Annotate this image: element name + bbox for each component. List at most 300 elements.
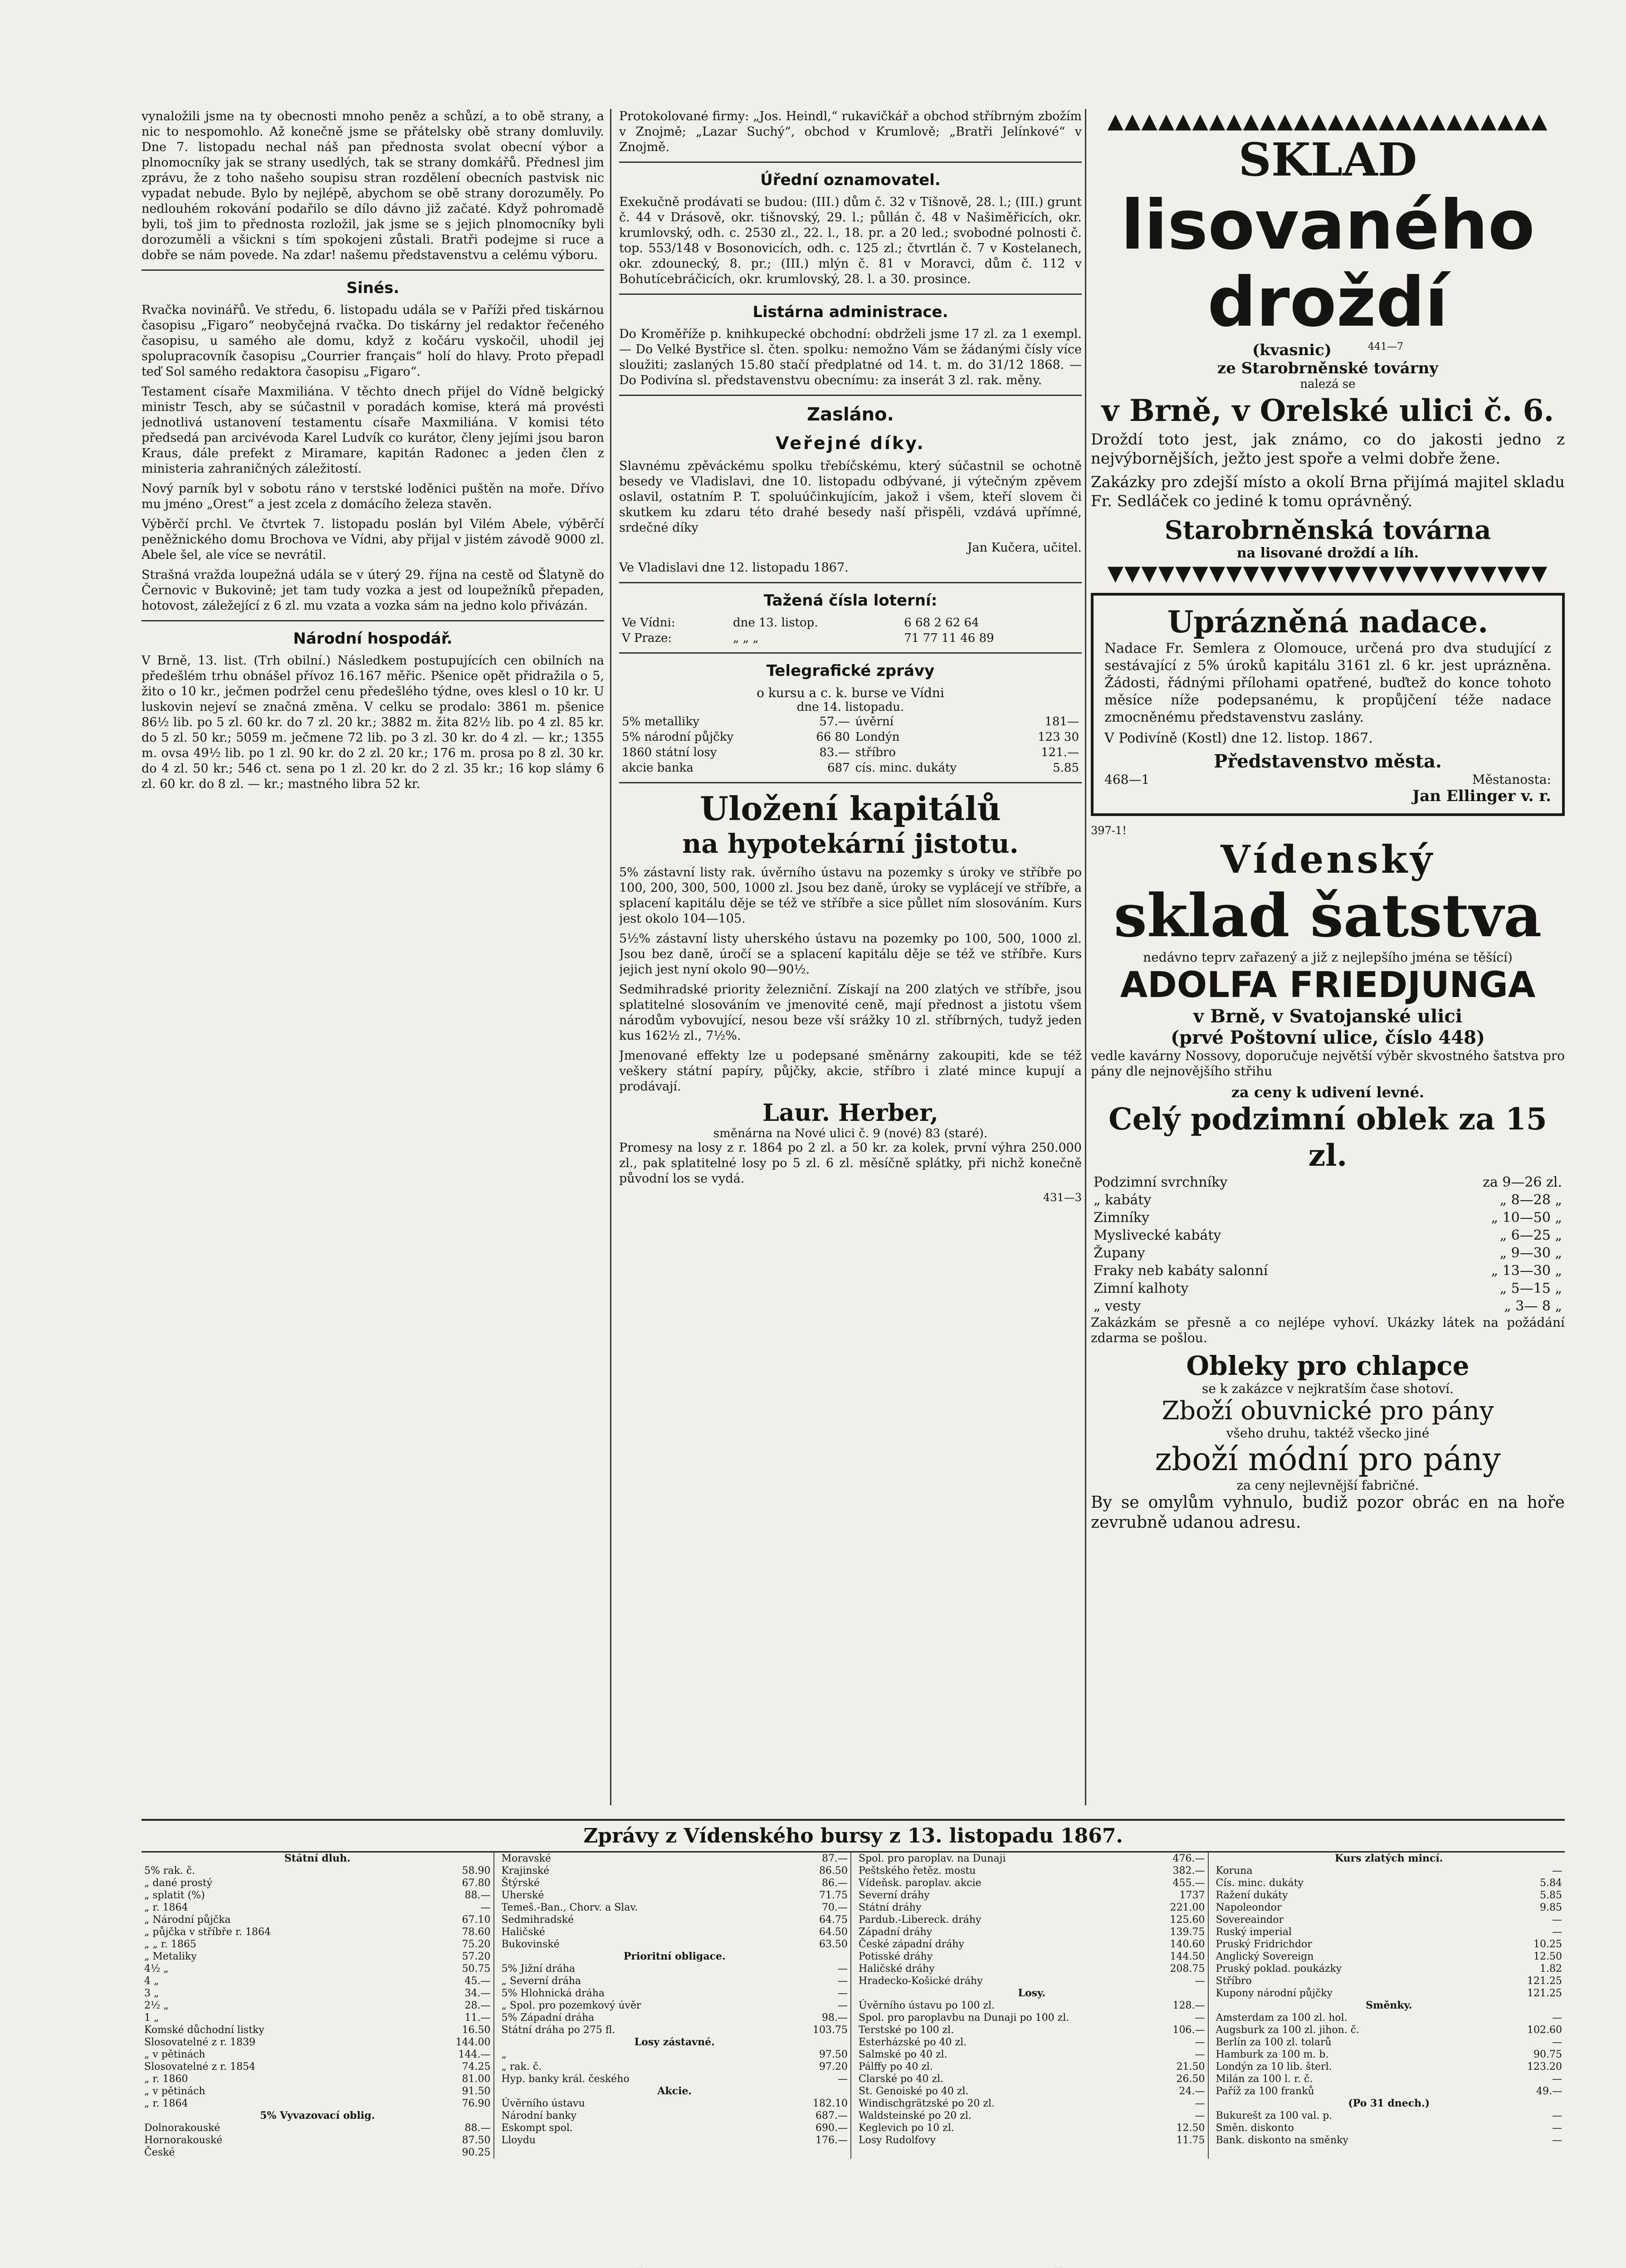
bourse-row <box>859 1950 1205 1963</box>
bourse-row <box>859 2073 1205 2085</box>
bourse-label: Slosovatelné z r. 1839 <box>144 2037 256 2048</box>
bourse-row <box>502 1975 848 1987</box>
pozor-text: By se omylům vyhnulo, budiž pozor obrác en na hoře zevrubně udanou adresu. <box>1091 1493 1565 1532</box>
bourse-value: 123.20 <box>1527 2061 1562 2072</box>
bourse-value: 63.50 <box>819 1939 848 1950</box>
bourse-row <box>144 2134 491 2146</box>
firm-prices: za ceny k udivení levné. <box>1231 1084 1425 1101</box>
bourse-label: Slosovatelné z r. 1854 <box>144 2061 256 2072</box>
bourse-value: 34.— <box>464 1988 491 1999</box>
news-item: Rvačka novinářů. Ve středu, 6. listopadu udála se v Paříži před tiskárnou časopisu „Figaro“ neobyčejná rvačka. Do tiskárny jel redaktor řečeného časopisu, u samého ale domu, když z kočáru vyskočil, uhodil jej spolupracovník časopisu „Courrier français“ holí do hlavy. Proto přepadl teď Sol samého redaktora časopisu „Figaro“. <box>142 303 604 379</box>
bourse-label: Severní dráhy <box>859 1890 930 1901</box>
bourse-label: 5% Západní dráha <box>501 2012 595 2024</box>
bourse-row <box>502 2134 848 2146</box>
bourse-row <box>1216 1938 1563 1950</box>
capital-ad-subtitle: na hypotekární jistotu. <box>682 828 1019 859</box>
cell: 5% metalliky <box>622 715 699 728</box>
bourse-label: 5% Jižní dráha <box>501 1963 576 1975</box>
bourse-label: (Po 31 dnech.) <box>1348 2097 1430 2109</box>
capital-ad-text: 5½% zástavní listy uherského ústavu na pozemky po 100, 500, 1000 zl. Jsou bez daně, úročí se a splacení kapitálu děje se též ve stříbře. Kurs jejich jest nyní okolo 90—90½. <box>619 932 1082 977</box>
bourse-row <box>502 2073 848 2085</box>
zaslano-date: Ve Vladislavi dne 12. listopadu 1867. <box>619 561 849 575</box>
price-row <box>1091 1191 1565 1209</box>
bourse-value: 128.— <box>1172 2000 1205 2011</box>
bourse-value: 64.50 <box>819 1926 848 1938</box>
bourse-label: Státní dráhy <box>859 1902 922 1913</box>
bourse-label: České západní dráhy <box>859 1939 964 1950</box>
bourse-value: 102.60 <box>1527 2024 1562 2036</box>
price-row <box>1091 1173 1565 1191</box>
bourse-label: Krajinské <box>501 1865 550 1877</box>
telegraph-table <box>619 714 1082 776</box>
bourse-value: 21.50 <box>1176 2061 1205 2072</box>
nalezi-label: nalezá se <box>1300 377 1356 391</box>
price: „ 9—30 „ <box>1499 1245 1562 1261</box>
bourse-value: 455.— <box>1172 1877 1205 1889</box>
bourse-row <box>1216 2134 1563 2146</box>
bourse-list <box>1216 1865 1563 2146</box>
bourse-row <box>502 1950 848 1963</box>
bourse-value: 98.— <box>822 2012 848 2024</box>
bourse-value: 121.25 <box>1527 1975 1562 1987</box>
bourse-value: 88.— <box>464 1890 491 1901</box>
bourse-row <box>502 1914 848 1926</box>
bourse-label: Pruský Fridrichdor <box>1216 1939 1312 1950</box>
nadace-box <box>1091 593 1565 816</box>
factory-label: ze Starobrněnské továrny <box>1217 359 1439 377</box>
bourse-list <box>144 1865 491 2159</box>
bourse-row <box>1216 2012 1563 2024</box>
bourse-label: 4½ „ <box>144 1963 169 1975</box>
bourse-value: 78.60 <box>462 1926 491 1938</box>
bourse-value: 90.25 <box>462 2147 491 2158</box>
bourse-value: — <box>1552 2135 1562 2146</box>
bourse-row <box>502 1877 848 1889</box>
price-list <box>1091 1173 1565 1315</box>
divider <box>142 269 604 271</box>
bourse-row <box>859 1889 1205 1901</box>
cell: 57.— <box>819 715 850 728</box>
capital-ad-signature: Laur. Herber, <box>762 1099 938 1127</box>
bourse-label: „ půjčka v stříbře r. 1864 <box>144 1926 271 1938</box>
bourse-row <box>502 1987 848 1999</box>
bourse-value: 690.— <box>815 2122 848 2134</box>
bourse-value: 11.— <box>464 2012 491 2024</box>
bourse-label: Státní dráha po 275 fl. <box>501 2024 615 2036</box>
capital-ad-text: Sedmihradské priority železniční. Získají na 200 zlatých ve stříbře, jsou splatitelné slosováním ve jmenovité ceně, mají přednost a jistotu všem národům vybovující, nesou beze vší srážky 10 zl. stříbrných, tudyž jeden kus 162½ zl., 7½%. <box>619 982 1082 1043</box>
bourse-label: „ r. 1864 <box>144 1902 188 1913</box>
bourse-row <box>502 2110 848 2122</box>
kvasnic-label: (kvasnic) <box>1252 341 1332 359</box>
bourse-label: Koruna <box>1216 1865 1253 1877</box>
bourse-value: 28.— <box>464 2000 491 2011</box>
nadace-code: 468—1 <box>1104 772 1150 787</box>
bourse-label: Temeš.-Ban., Chorv. a Slav. <box>501 1902 638 1913</box>
nadace-title: Uprázněná nadace. <box>1167 604 1489 640</box>
bourse-label: Akcie. <box>657 2085 692 2097</box>
bourse-value: 103.75 <box>813 2024 848 2036</box>
bourse-label: Úvěrního ústavu po 100 zl. <box>859 2000 995 2011</box>
lottery-numbers: 6 68 2 62 64 <box>904 616 979 630</box>
cell: 66 80 <box>816 730 850 744</box>
bourse-value: 140.60 <box>1170 1939 1205 1950</box>
zaslano-subheading: Veřejné díky. <box>776 433 925 453</box>
bourse-row <box>1216 2122 1563 2134</box>
bourse-row <box>144 1901 491 1914</box>
lottery-date: dne 13. listop. <box>732 616 818 630</box>
bourse-row <box>502 2024 848 2036</box>
bourse-value: 10.25 <box>1533 1939 1562 1950</box>
bourse-column <box>499 1853 852 2159</box>
news-item: Nový parník byl v sobotu ráno v terstské loděnici puštěn na moře. Dřívo mu jméno „Orest“ a jest zcela z domácího železa stavěn. <box>142 482 604 511</box>
bourse-row <box>859 1865 1205 1877</box>
price: „ 6—25 „ <box>1499 1227 1562 1243</box>
price: „ 8—28 „ <box>1499 1192 1562 1208</box>
bourse-label: Ražení dukáty <box>1216 1890 1288 1901</box>
bourse-row <box>859 1975 1205 1987</box>
bourse-value: 97.20 <box>819 2061 848 2072</box>
bourse-row <box>502 1938 848 1950</box>
bourse-row <box>144 2012 491 2024</box>
firm-place: v Brně, v Svatojanské ulici <box>1193 1006 1462 1027</box>
bourse-label: Pardub.-Libereck. dráhy <box>859 1914 981 1926</box>
bourse-value: — <box>838 1963 848 1975</box>
item: Fraky neb kabáty salonní <box>1094 1263 1268 1279</box>
bourse-label: 2½ „ <box>144 2000 169 2011</box>
price: za 9—26 zl. <box>1483 1174 1562 1190</box>
lottery-table <box>619 615 1082 646</box>
bourse-row <box>1216 1950 1563 1963</box>
column-rule <box>610 109 611 1805</box>
news-item: Výběrčí prchl. Ve čtvrtek 7. listopadu poslán byl Vilém Abele, výběrčí peněžnického domu Brochova ve Vídni, aby přijal v jistém závodě 9000 zl. Abele šel, ale více se nevrátil. <box>142 517 604 562</box>
bourse-label: „ <box>501 2049 507 2060</box>
bourse-label: Esterházské po 40 zl. <box>859 2037 967 2048</box>
bourse-row <box>1216 1999 1563 2012</box>
bourse-value: 49.— <box>1536 2086 1562 2097</box>
bourse-row <box>1216 1889 1563 1901</box>
bourse-value: 5.84 <box>1540 1877 1562 1889</box>
oblek-title: Celý podzimní oblek za 15 zl. <box>1108 1101 1547 1173</box>
bourse-row <box>1216 1975 1563 1987</box>
bourse-value: 121.25 <box>1527 1988 1562 1999</box>
bourse-value: 91.50 <box>462 2086 491 2097</box>
bourse-label: „ Národní půjčka <box>144 1914 231 1926</box>
bourse-label: 5% rak. č. <box>144 1865 195 1877</box>
bourse-value: — <box>1552 1914 1562 1926</box>
zbozi-title: Zboží obuvnické pro pány <box>1162 1396 1494 1426</box>
price-row <box>1091 1297 1565 1315</box>
ornament-row: ▼▼▼▼▼▼▼▼▼▼▼▼▼▼▼▼▼▼▼▼▼▼▼▼▼▼ <box>1107 561 1548 585</box>
bourse-row <box>859 1853 1205 1865</box>
telegraph-heading: Telegrafické zprávy <box>766 662 935 680</box>
bourse-row <box>859 1914 1205 1926</box>
bourse-label: Losy Rudolfovy <box>859 2135 936 2146</box>
bourse-label: Moravské <box>501 1853 551 1864</box>
bourse-row <box>144 1975 491 1987</box>
bourse-label: Stříbro <box>1216 1975 1252 1987</box>
lottery-place: V Praze: <box>622 631 672 645</box>
lottery-place: Ve Vídni: <box>622 616 675 630</box>
capital-ad-title: Uložení kapitálů <box>700 789 1001 828</box>
bourse-label: „ r. 1860 <box>144 2073 188 2085</box>
bourse-row <box>1216 2097 1563 2110</box>
zakazkam-text: Zakázkám se přesně a co nejlépe vyhoví. Ukázky látek na požádání zdarma se pošlou. <box>1091 1315 1565 1345</box>
bourse-list <box>502 1853 848 2146</box>
bourse-label: Sovereaindor <box>1216 1914 1284 1926</box>
item: Župany <box>1094 1245 1145 1261</box>
bourse-row <box>859 2061 1205 2073</box>
firm-text: vedle kavárny Nossovy, doporučuje největší výběr skvostného šatstva pro pány dle nejnovějšího střihu <box>1091 1048 1565 1079</box>
bourse-value: 87.50 <box>462 2135 491 2146</box>
firm-name: ADOLFA FRIEDJUNGA <box>1120 965 1536 1006</box>
bourse-label: Štýrské <box>501 1877 540 1889</box>
economy-heading: Národní hospodář. <box>293 630 453 648</box>
bourse-column <box>1213 1853 1565 2159</box>
bourse-row <box>859 1963 1205 1975</box>
bourse-value: — <box>1552 2012 1562 2024</box>
telegraph-row <box>619 714 1082 729</box>
bourse-label: Losy. <box>1018 1987 1045 1999</box>
bourse-label: Berlín za 100 zl. tolarů <box>1216 2037 1332 2048</box>
bourse-row <box>1216 1987 1563 1999</box>
bourse-value: 24.— <box>1179 2086 1205 2097</box>
sklad-heading: SKLAD <box>1238 133 1417 186</box>
bourse-value: — <box>1552 2110 1562 2121</box>
news-item: Strašná vražda loupežná udála se v úterý 29. října na cestě od Šlatyně do Černovic v Bukovině; jet tam tudy vozka a jest od loupežníků přepaden, hotovost, záležející z 6 zl. mu vzata a vozka sám na jedno kolo přivázán. <box>142 568 604 613</box>
bourse-row <box>859 2048 1205 2061</box>
listarna-notice: Do Kroměříže p. knihkupecké obchodní: obdrželi jsme 17 zl. za 1 exempl. — Do Velké Bystřice sl. čten. spolku: nemožno Vám se žádanými čísly více sloužiti; zaslaných 15.80 stačí předplatné od 14. t. m. do 31/12 1868. — Do Podivína sl. představenstvu obecnímu: za inserát 3 zl. rak. měny. <box>619 327 1082 387</box>
bourse-row <box>502 1865 848 1877</box>
bourse-value: 97.50 <box>819 2049 848 2060</box>
official-notice: Exekučně prodávati se budou: (III.) dům č. 32 v Tišnově, 28. l.; (III.) grunt č. 44 v Drásově, okr. tišnovský, 29. l.; půllán č. 48 v Našiměřicích, okr. krumlovský, odh. c. 2530 zl., 22. l., 18. pr. a 20 led.; svobodné polnosti č. top. 553/148 v Bosonovicích, odh. c. 125 zl.; čtvrtlán č. 7 v Kostelanech, okr. zdounecký, 8. pr.; (III.) mlýn č. 81 v Moravci, dům č. 112 v Bohutícebráčicích, okr. krumlovský, 28. l. a 30. prosince. <box>619 195 1082 286</box>
bourse-row <box>859 2085 1205 2097</box>
bourse-value: — <box>1552 2037 1562 2048</box>
divider <box>619 782 1082 783</box>
bourse-value: 11.75 <box>1176 2135 1205 2146</box>
bourse-label: Hamburk za 100 m. b. <box>1216 2049 1329 2060</box>
bourse-value: 70.— <box>822 1902 848 1913</box>
telegraph-row <box>619 729 1082 745</box>
bourse-value: — <box>838 1975 848 1987</box>
bourse-row <box>1216 2073 1563 2085</box>
bourse-value: — <box>480 1902 491 1913</box>
price: „ 13—30 „ <box>1491 1263 1562 1279</box>
bourse-row <box>1216 2024 1563 2036</box>
bourse-label: Waldsteinské po 20 zl. <box>859 2110 972 2121</box>
bourse-label: Cís. minc. dukáty <box>1216 1877 1304 1889</box>
bourse-row <box>1216 1963 1563 1975</box>
bourse-label: 5% Hlohnická dráha <box>501 1988 605 1999</box>
bourse-label: Komské důchodní listky <box>144 2024 264 2036</box>
bourse-label: „ „ r. 1865 <box>144 1939 196 1950</box>
bourse-row <box>144 1999 491 2012</box>
nadace-role: Městanosta: <box>1472 772 1551 787</box>
zbozi-title-2: zboží módní pro pány <box>1155 1441 1501 1478</box>
bourse-value: 208.75 <box>1170 1963 1205 1975</box>
bourse-label: „ v pětinách <box>144 2049 205 2060</box>
bourse-value: — <box>1195 2098 1205 2109</box>
bourse-label: Augsburk za 100 zl. jihon. č. <box>1216 2024 1360 2036</box>
firm-address: (prvé Poštovní ulice, číslo 448) <box>1171 1027 1485 1048</box>
bourse-label: Londýn za 10 lib. šterl. <box>1216 2061 1332 2072</box>
bourse-row <box>502 1889 848 1901</box>
bourse-row <box>1216 1877 1563 1889</box>
bourse-subheading: Státní dluh. <box>284 1853 351 1864</box>
bourse-label: Úvěrního ústavu <box>501 2098 585 2109</box>
cell: 5% národní půjčky <box>622 730 734 744</box>
bourse-value: 12.50 <box>1176 2122 1205 2134</box>
bourse-label: České <box>144 2147 175 2158</box>
bourse-row <box>859 2012 1205 2024</box>
bourse-value: — <box>1195 2037 1205 2048</box>
zaslano-signature: Jan Kučera, učitel. <box>967 541 1082 555</box>
bourse-row <box>859 2110 1205 2122</box>
bourse-label: Terstské po 100 zl. <box>859 2024 954 2036</box>
bourse-value: — <box>1552 1865 1562 1877</box>
bourse-value: 139.75 <box>1170 1926 1205 1938</box>
item: Myslivecké kabáty <box>1094 1227 1221 1243</box>
bourse-value: 75.20 <box>462 1939 491 1950</box>
bourse-label: „ rak. č. <box>501 2061 542 2072</box>
bourse-label: Clarské po 40 zl. <box>859 2073 944 2085</box>
bourse-row <box>1216 2085 1563 2097</box>
bourse-value: 182.10 <box>813 2098 848 2109</box>
bourse-row <box>144 1926 491 1938</box>
bourse-label: „ Metaliky <box>144 1951 197 1962</box>
bourse-row <box>502 2061 848 2073</box>
bourse-label: Haličské <box>501 1926 545 1938</box>
bourse-label: Směn. diskonto <box>1216 2122 1294 2134</box>
bourse-label: Bukurešt za 100 val. p. <box>1216 2110 1333 2121</box>
bourse-value: — <box>838 2000 848 2011</box>
bourse-title: Zprávy z Vídenského bursy z 13. listopadu 1867. <box>142 1819 1565 1853</box>
bourse-row <box>144 2073 491 2085</box>
lottery-row <box>619 615 1082 631</box>
bourse-section <box>142 1819 1565 2268</box>
bourse-row <box>502 1901 848 1914</box>
bourse-label: Hornorakouské <box>144 2135 223 2146</box>
listarna-heading: Listárna administrace. <box>752 303 948 321</box>
bourse-value: 76.90 <box>462 2098 491 2109</box>
bourse-row <box>1216 2036 1563 2048</box>
bourse-value: 106.— <box>1172 2024 1205 2036</box>
zbozi-sub: všeho druhu, taktéž všecko jiné <box>1226 1426 1430 1441</box>
price: „ 3— 8 „ <box>1504 1298 1562 1314</box>
cell: 1860 státní losy <box>622 746 717 759</box>
capital-ad-text: Jmenované effekty lze u podepsané směnárny zakoupiti, kde se též veškery státní papíry, půjčky, akcie, stříbro i zlaté mince kupují a prodávají. <box>619 1049 1082 1094</box>
bourse-label: Spol. pro paroplavbu na Dunaji po 100 zl. <box>859 2012 1069 2024</box>
cell: stříbro <box>855 746 896 759</box>
bourse-list <box>859 1853 1205 2146</box>
bourse-row <box>502 2122 848 2134</box>
bourse-label: Kupony národní půjčky <box>1216 1988 1333 1999</box>
item: „ vesty <box>1094 1298 1141 1314</box>
bourse-value: 382.— <box>1172 1865 1205 1877</box>
bourse-row <box>859 1987 1205 1999</box>
bourse-row <box>502 2036 848 2048</box>
cell: 5.85 <box>1053 761 1079 775</box>
cell: 83.— <box>819 746 850 759</box>
bourse-label: Prioritní obligace. <box>623 1950 726 1962</box>
bourse-row <box>144 2061 491 2073</box>
bourse-row <box>859 2024 1205 2036</box>
bourse-label: Bukovinské <box>501 1939 560 1950</box>
lottery-heading: Tažená čísla loterní: <box>763 591 938 610</box>
bourse-label: Hradecko-Košické dráhy <box>859 1975 983 1987</box>
bourse-value: — <box>838 1988 848 1999</box>
bourse-label: Peštského řetěz. mostu <box>859 1865 976 1877</box>
bourse-row <box>144 2122 491 2134</box>
bourse-label: Napoleondor <box>1216 1902 1282 1913</box>
price-row <box>1091 1280 1565 1297</box>
sklad-text: Droždí toto jest, jak známo, co do jakosti jedno z nejvýbornějších, ježto jest spoře a velmi dobře žene. <box>1091 430 1565 468</box>
bourse-label: Směnky. <box>1366 1999 1412 2011</box>
tovarna-subtitle: na lisované droždí a líh. <box>1236 545 1419 561</box>
bourse-label: 5% Vyvazovací oblig. <box>260 2110 375 2121</box>
bourse-value: 176.— <box>815 2135 848 2146</box>
item: Zimní kalhoty <box>1094 1281 1189 1296</box>
bourse-row <box>502 1963 848 1975</box>
bourse-label: Windischgrätzské po 20 zl. <box>859 2098 995 2109</box>
bourse-label: „ v pětinách <box>144 2086 205 2097</box>
bourse-label: 1 „ <box>144 2012 159 2024</box>
price-row <box>1091 1244 1565 1262</box>
bourse-label: Pálffy po 40 zl. <box>859 2061 933 2072</box>
divider <box>619 293 1082 295</box>
bourse-value: 12.50 <box>1533 1951 1562 1962</box>
bourse-row <box>859 2036 1205 2048</box>
bourse-label: Salmské po 40 zl. <box>859 2049 947 2060</box>
bourse-row <box>502 2012 848 2024</box>
bourse-row <box>1216 2061 1563 2073</box>
bourse-value: 86.— <box>822 1877 848 1889</box>
cell: Londýn <box>855 730 900 744</box>
tovarna-title: Starobrněnská továrna <box>1164 515 1491 545</box>
divider <box>619 652 1082 654</box>
bourse-label: Potisské dráhy <box>859 1951 933 1962</box>
bourse-row <box>144 1865 491 1877</box>
bourse-row <box>859 1926 1205 1938</box>
bourse-label: Milán za 100 l. r. č. <box>1216 2073 1313 2085</box>
item: Zimníky <box>1094 1210 1149 1226</box>
bourse-row <box>144 1889 491 1901</box>
bourse-value: 67.80 <box>462 1877 491 1889</box>
bourse-value: — <box>1195 1975 1205 1987</box>
cell: 123 30 <box>1038 730 1079 744</box>
bourse-row <box>144 2110 491 2122</box>
capital-ad-text: Promesy na losy z r. 1864 po 2 zl. a 50 kr. za kolek, první výhra 250.000 zl., pak splatitelné losy po 5 zl. 6 zl. měsíčně splátky, při nichž konečně původní los se vydá. <box>619 1141 1082 1186</box>
bourse-row <box>144 1877 491 1889</box>
bourse-label: Pruský poklad. poukázky <box>1216 1963 1342 1975</box>
bourse-label: Eskompt spol. <box>501 2122 573 2134</box>
nadace-text: Nadace Fr. Semlera z Olomouce, určená pro dva studující z sestávající z 5% úroků kapitálu 3161 zl. 6 kr. jest uprázněna. Žádosti, řádnými přílohami opatřené, buďtež do konce tohoto měsíce níže podepsanému, k propůjčení téže nadace zmocněnému představenstvu zaslány. <box>1104 640 1551 725</box>
price-row <box>1091 1209 1565 1227</box>
divider <box>619 161 1082 163</box>
bourse-label: Ruský imperial <box>1216 1926 1292 1938</box>
firms-notice: Protokolované firmy: „Jos. Heindl,“ rukavičkář a obchod stříbrným zbožím v Znojmě; „Lazar Suchý“, obchod v Krumlově; „Bratři Jelínkové“ v Znojmě. <box>619 109 1082 154</box>
news-item: Testament císaře Maxmiliána. V těchto dnech přijel do Vídně belgický ministr Tesch, aby se súčastnil v poradách komise, která má provésti jednotlivá ustanovení testamentu císaře Maxmiliána. V komisi této předsedá pan arcivévoda Karel Ludvík co kurátor, členy jejími jsou baron Kraus, dále prefekt z Miramare, kapitán Radonec a jeden člen z ministeria zahraničných záležitostí. <box>142 385 604 476</box>
bourse-row <box>502 2048 848 2061</box>
bourse-row <box>502 2097 848 2110</box>
cell: úvěrní <box>855 715 894 728</box>
viden-title-2: sklad šatstva <box>1113 881 1542 950</box>
bourse-row <box>1216 1914 1563 1926</box>
bourse-value: 71.75 <box>819 1890 848 1901</box>
divider <box>142 620 604 621</box>
bourse-row <box>1216 2110 1563 2122</box>
bourse-label: Anglický Sovereign <box>1216 1951 1314 1962</box>
official-heading: Úřední oznamovatel. <box>760 171 941 189</box>
